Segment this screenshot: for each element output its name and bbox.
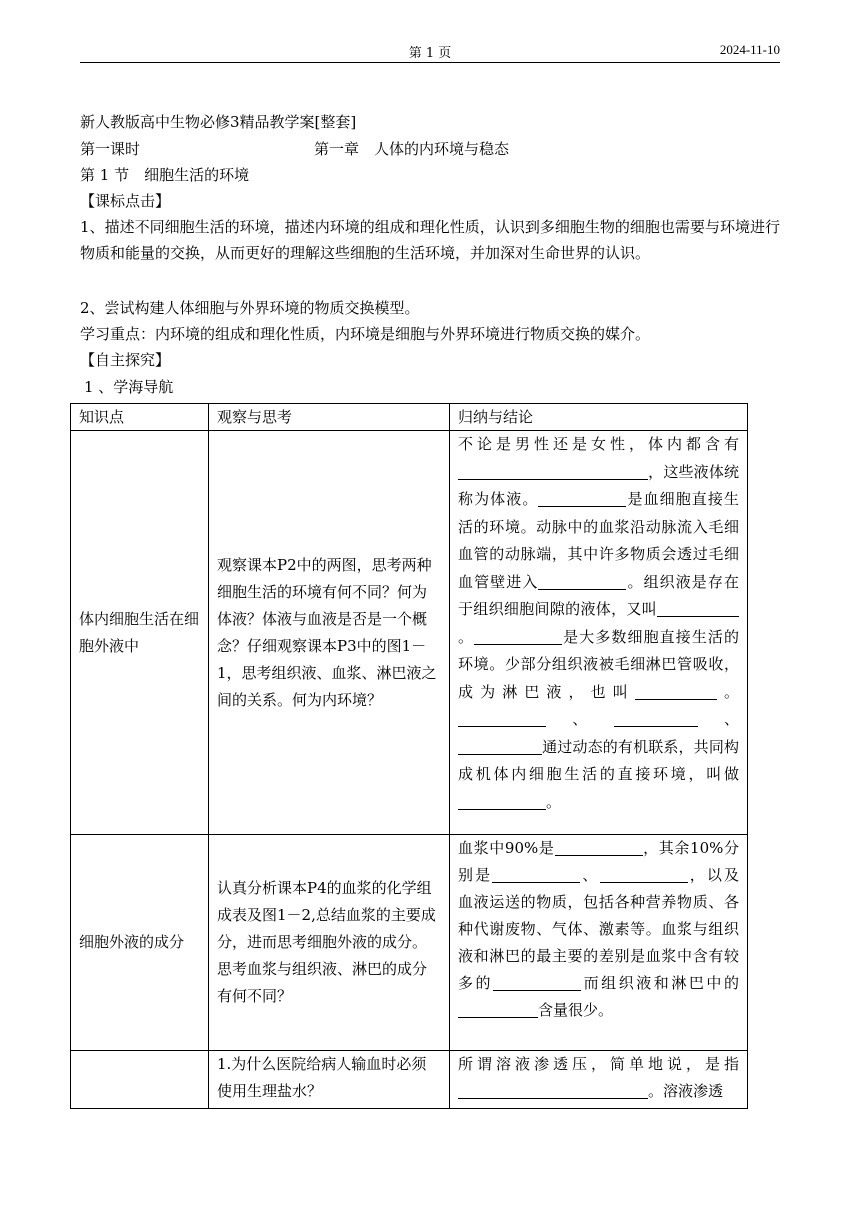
fill-blank[interactable] bbox=[614, 708, 698, 727]
table-row bbox=[71, 431, 748, 835]
document-title: 新人教版高中生物必修3精品教学案[整套] bbox=[80, 113, 357, 131]
lesson-line bbox=[80, 138, 780, 160]
chapter-title: 第一章 人体的内环境与稳态 bbox=[314, 140, 510, 158]
fill-blank[interactable] bbox=[555, 837, 643, 856]
curriculum-point-1: 1、描述不同细胞生活的环境，描述内环境的组成和理化性质，认识到多细胞生物的细胞也需要与环境进行物质和能量的交换，从而更好的理解这些细胞的生活环境，并加深对生命世界的认识。 bbox=[80, 218, 780, 262]
page-number: 第 1 页 bbox=[408, 46, 452, 61]
column-header: 知识点 bbox=[71, 404, 209, 431]
observation-cell: 1.为什么医院给病人输血时必须使用生理盐水？ bbox=[209, 1051, 450, 1109]
header-date: 2024-11-10 bbox=[719, 42, 780, 57]
table-row bbox=[71, 1051, 748, 1109]
key-points: 学习重点：内环境的组成和理化性质，内环境是细胞与外界环境进行物质交换的媒介。 bbox=[80, 325, 651, 343]
conclusion-cell: 不论是男性还是女性，体内都含有，这些液体统称为体液。 是血细胞直接生活的环境。动脉中的血浆沿动脉流入毛细血管的动脉端，其中许多物质会透过毛细血管壁进入 。组织液是存在于组织细胞间隙的液体，又叫。 是大多数细胞直接生活的环境。少部分组织液被毛细淋巴管吸收，成为淋巴液，也叫 。、 、通过动态的有机联系，共同构成机体内细胞生活的直接环境，叫做。 bbox=[450, 431, 748, 835]
page-header bbox=[80, 40, 780, 63]
fill-blank[interactable] bbox=[657, 598, 739, 617]
fill-blank[interactable] bbox=[458, 708, 546, 727]
heading-curriculum: 【课标点击】 bbox=[80, 192, 171, 210]
heading-explore: 【自主探究】 bbox=[80, 351, 171, 369]
fill-blank[interactable] bbox=[458, 1080, 648, 1099]
knowledge-point-cell bbox=[71, 1051, 209, 1109]
knowledge-point-cell: 细胞外液的成分 bbox=[71, 835, 209, 1051]
sub-navigation: 1 、学海导航 bbox=[84, 378, 174, 396]
column-header: 观察与思考 bbox=[209, 404, 450, 431]
conclusion-cell: 血浆中90%是 ，其余10%分别是 、 ，以及血液运送的物质，包括各种营养物质、各种代谢废物、气体、激素等。血浆与组织液和淋巴的最主要的差别是血浆中含有较多的 而组织液和淋巴中的含量很少。 bbox=[450, 835, 748, 1051]
fill-blank[interactable] bbox=[492, 864, 580, 883]
column-header: 归纳与结论 bbox=[450, 404, 748, 431]
fill-blank[interactable] bbox=[458, 736, 542, 755]
section-title: 第 1 节 细胞生活的环境 bbox=[80, 166, 250, 184]
fill-blank[interactable] bbox=[458, 791, 546, 810]
fill-blank[interactable] bbox=[538, 488, 626, 507]
study-table bbox=[70, 403, 748, 1109]
fill-blank[interactable] bbox=[635, 681, 717, 700]
knowledge-point-cell: 体内细胞生活在细胞外液中 bbox=[71, 431, 209, 835]
observation-cell: 认真分析课本P4的血浆的化学组成表及图1－2,总结血浆的主要成分，进而思考细胞外液的成分。思考血浆与组织液、淋巴的成分有何不同？ bbox=[209, 835, 450, 1051]
fill-blank[interactable] bbox=[458, 461, 648, 480]
curriculum-point-2: 2、尝试构建人体细胞与外界环境的物质交换模型。 bbox=[80, 299, 420, 317]
fill-blank[interactable] bbox=[458, 999, 538, 1018]
fill-blank[interactable] bbox=[538, 571, 626, 590]
fill-blank[interactable] bbox=[600, 864, 688, 883]
fill-blank[interactable] bbox=[474, 626, 562, 645]
fill-blank[interactable] bbox=[493, 972, 581, 991]
table-row bbox=[71, 835, 748, 1051]
table-header-row bbox=[71, 404, 748, 431]
conclusion-cell: 所谓溶液渗透压，简单地说，是指。溶液渗透 bbox=[450, 1051, 748, 1109]
observation-cell: 观察课本P2中的两图，思考两种细胞生活的环境有何不同？何为体液？体液与血液是否是一个概念？仔细观察课本P3中的图1－1，思考组织液、血浆、淋巴液之间的关系。何为内环境？ bbox=[209, 431, 450, 835]
lesson-label: 第一课时 bbox=[80, 140, 141, 158]
